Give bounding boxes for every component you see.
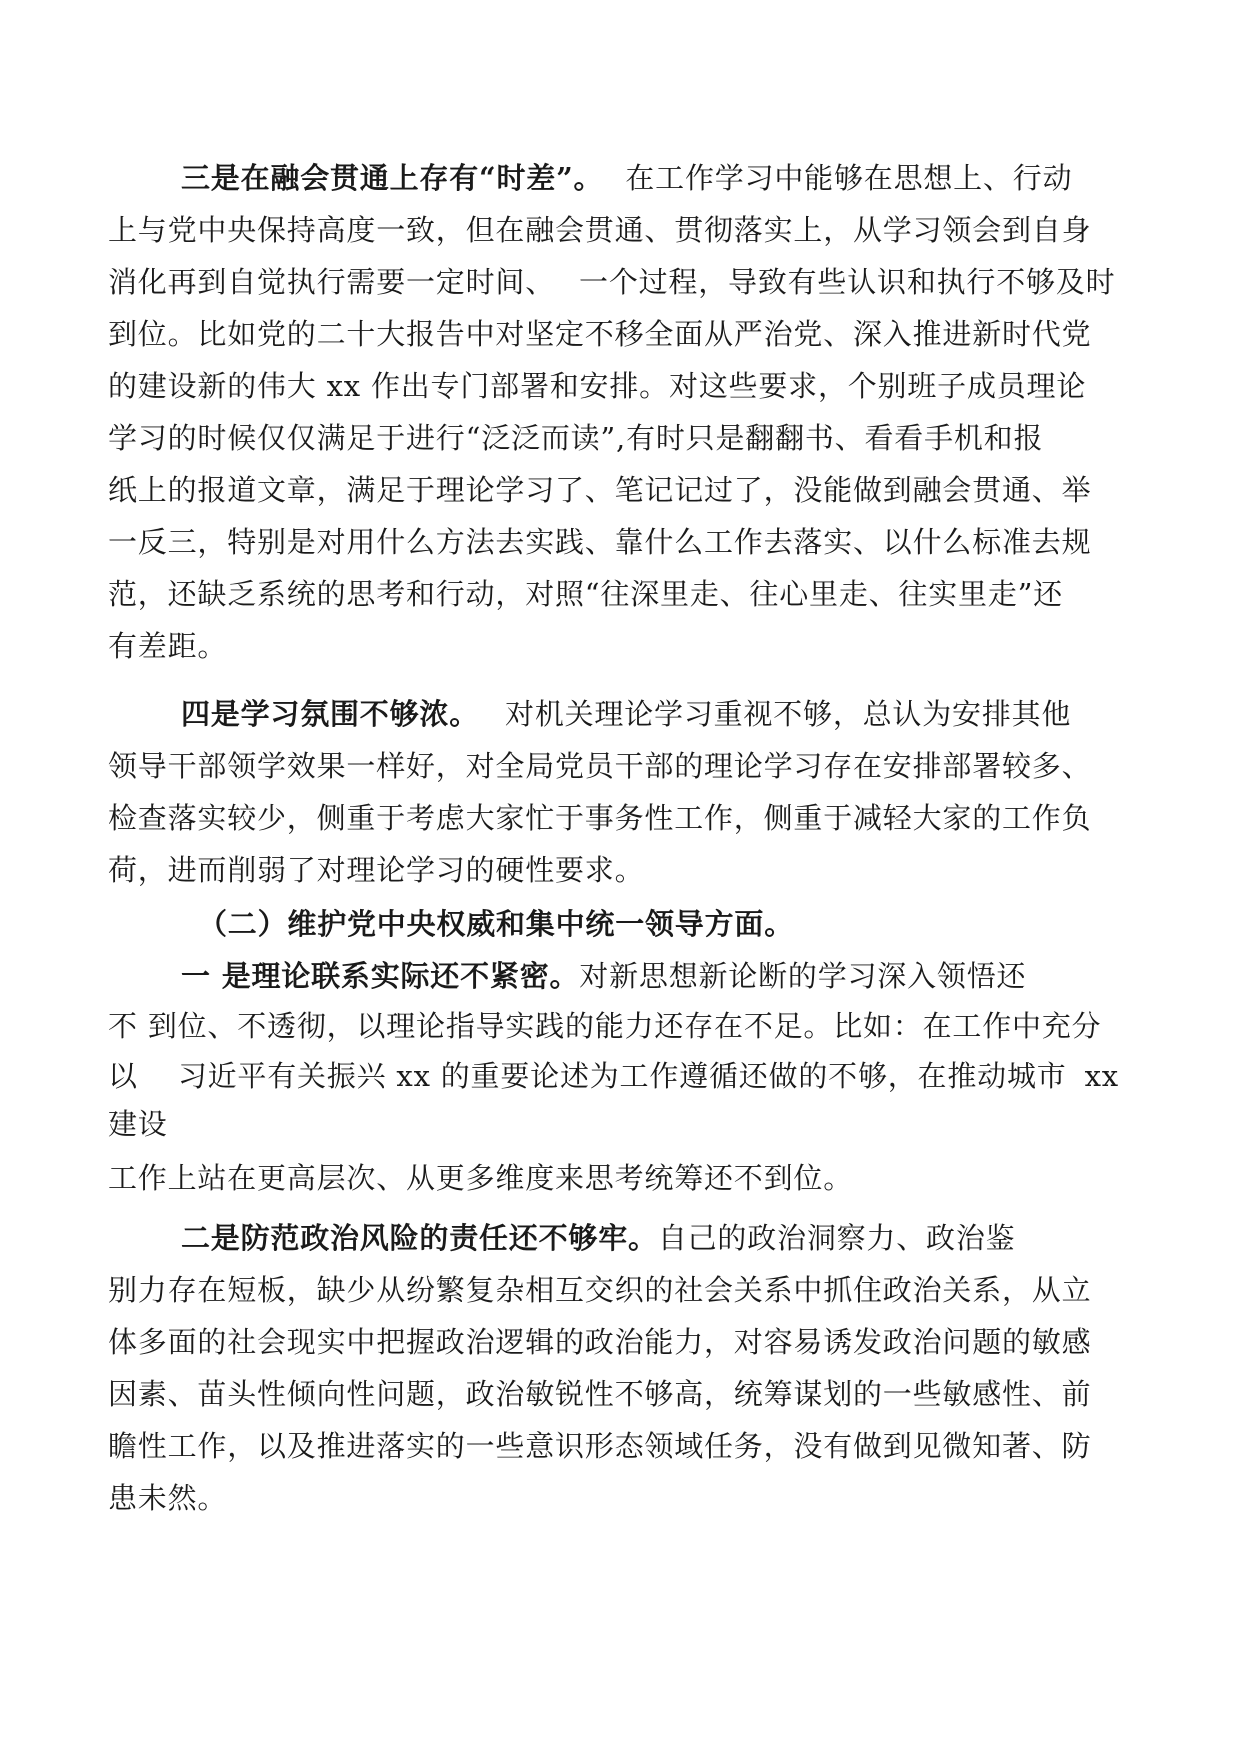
paragraph-3-text: 对新思想新论断的学习深入领悟还	[579, 959, 1027, 993]
paragraph-1-line-2: 上与党中央保持高度一致，但在融会贯通、贯彻落实上，从学习领会到自身	[108, 213, 1092, 247]
paragraph-1-line-10: 有差距。	[108, 629, 228, 663]
paragraph-3-line-3a: 以	[108, 1059, 138, 1093]
paragraph-3-line-5: 工作上站在更高层次、从更多维度来思考统筹还不到位。	[108, 1161, 854, 1195]
paragraph-3-line-4: 建设	[108, 1107, 168, 1141]
paragraph-2-line-1	[181, 692, 1071, 736]
paragraph-3-heading: 一 是理论联系实际还不紧密。	[181, 959, 580, 993]
paragraph-1-line-7: 纸上的报道文章，满足于理论学习了、笔记记过了，没能做到融会贯通、举	[108, 473, 1092, 507]
paragraph-1-line-9: 范，还缺乏系统的思考和行动，对照“往深里走、往心里走、往实里走”还	[108, 577, 1064, 611]
paragraph-2-line-3: 检查落实较少，侧重于考虑大家忙于事务性工作，侧重于减轻大家的工作负	[108, 801, 1092, 835]
paragraph-2-text: 对机关理论学习重视不够，总认为安排其他	[505, 697, 1072, 731]
paragraph-1-line-8: 一反三，特别是对用什么方法去实践、靠什么工作去落实、以什么标准去规	[108, 525, 1092, 559]
paragraph-4-line-3: 体多面的社会现实中把握政治逻辑的政治能力，对容易诱发政治问题的敏感	[108, 1325, 1092, 1359]
paragraph-4-text: 自己的政治洞察力、政治鉴	[657, 1221, 1016, 1255]
section-2-heading: （二）维护党中央权威和集中统一领导方面。	[198, 907, 795, 941]
paragraph-4-line-2: 别力存在短板，缺少从纷繁复杂相互交织的社会关系中抓住政治关系，从立	[108, 1273, 1092, 1307]
paragraph-3-line-3b: 习近平有关振兴 xx 的重要论述为工作遵循还做的不够，在推动城市	[177, 1059, 1067, 1093]
paragraph-1-line-3b: 一个过程，导致有些认识和执行不够及时	[579, 265, 1116, 299]
paragraph-1-line-1	[181, 156, 1072, 200]
paragraph-1-line-5: 的建设新的伟大 xx 作出专门部署和安排。对这些要求，个别班子成员理论	[108, 369, 1087, 403]
paragraph-1-heading: 三是在融会贯通上存有“时差”。	[181, 161, 604, 195]
paragraph-3-line-1	[181, 954, 1026, 998]
paragraph-3-line-3c: xx	[1084, 1059, 1119, 1093]
paragraph-4-heading: 二是防范政治风险的责任还不够牢。	[181, 1221, 658, 1255]
paragraph-1-line-3	[108, 260, 1115, 304]
paragraph-1-line-3a: 消化再到自觉执行需要一定时间、	[108, 265, 556, 299]
paragraph-3-line-3	[108, 1054, 1119, 1098]
paragraph-1-text: 在工作学习中能够在思想上、行动	[625, 161, 1073, 195]
paragraph-2-line-4: 荷，进而削弱了对理论学习的硬性要求。	[108, 853, 645, 887]
paragraph-1-line-6: 学习的时候仅仅满足于进行“泛泛而读”,有时只是翻翻书、看看手机和报	[108, 421, 1044, 455]
paragraph-3-line-2: 不 到位、不透彻，以理论指导实践的能力还存在不足。比如：在工作中充分	[108, 1009, 1102, 1043]
paragraph-4-line-1	[181, 1216, 1015, 1260]
paragraph-2-line-2: 领导干部领学效果一样好，对全局党员干部的理论学习存在安排部署较多、	[108, 749, 1092, 783]
paragraph-4-line-5: 瞻性工作，以及推进落实的一些意识形态领域任务，没有做到见微知著、防	[108, 1429, 1092, 1463]
paragraph-1-line-4: 到位。比如党的二十大报告中对坚定不移全面从严治党、深入推进新时代党	[108, 317, 1092, 351]
paragraph-4-line-6: 患未然。	[108, 1481, 228, 1515]
paragraph-4-line-4: 因素、苗头性倾向性问题，政治敏锐性不够高，统筹谋划的一些敏感性、前	[108, 1377, 1092, 1411]
paragraph-2-heading: 四是学习氛围不够浓。	[181, 697, 480, 731]
